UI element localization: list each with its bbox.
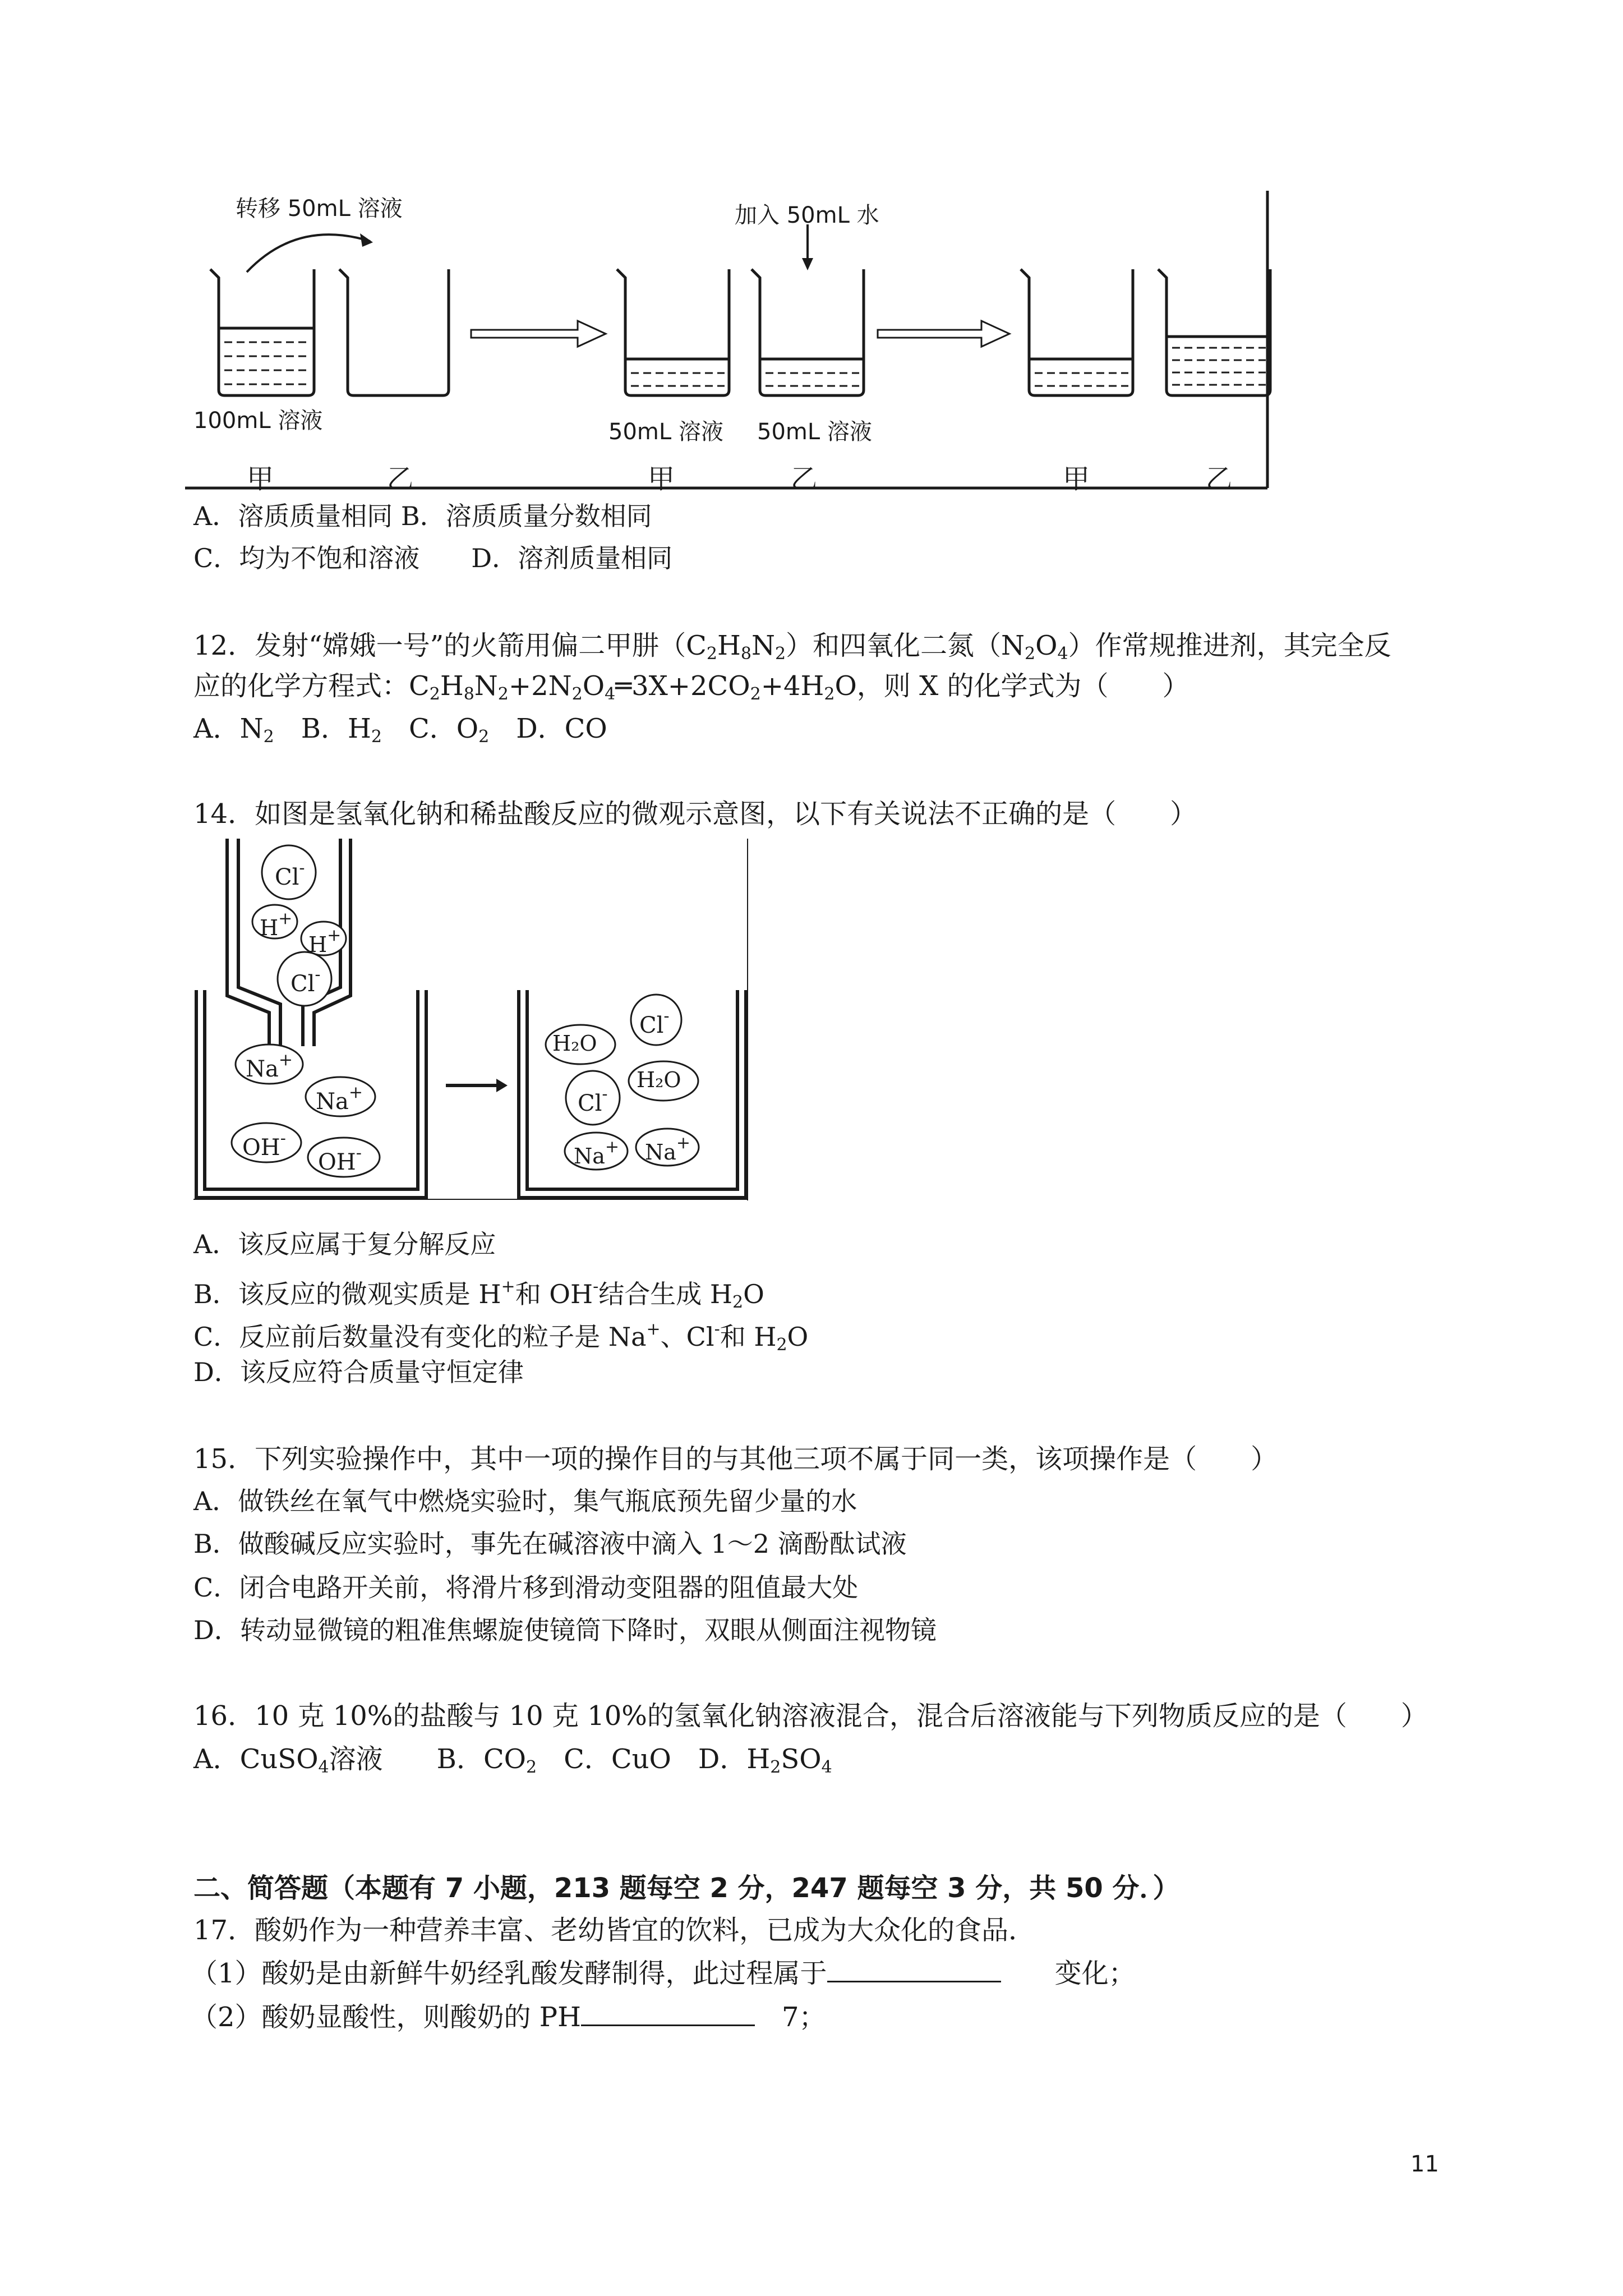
ion-label: H₂O [637,1068,681,1092]
q15-option-d: D．转动显微镜的粗准焦螺旋使镜筒下降时，双眼从侧面注视物镜 [193,1615,937,1645]
page-number: 11 [1410,2151,1439,2177]
add-water-label: 加入 50mL 水 [735,203,879,228]
beaker-name: 乙 [387,463,414,495]
beaker-label-50ml-b: 50mL 溶液 [757,419,872,445]
q17-part2: （2）酸奶显酸性，则酸奶的 PH 7； [191,2000,826,2035]
answer-blank[interactable] [827,1956,1001,1982]
q16-options: A．CuSO$_4$溶液 B．$CO_2$ C．CuO D．$H_2SO_4$ [193,1743,832,1777]
ion-label: OH- [242,1129,286,1161]
ion-label: Cl- [639,1006,670,1038]
beaker-label-100ml: 100mL 溶液 [193,408,323,434]
beaker-name: 乙 [791,463,818,495]
ion-label: Cl- [291,965,321,997]
ion-label: H+ [260,909,293,940]
beaker-name: 乙 [1206,463,1233,495]
ion-label: H+ [308,926,342,957]
answer-blank[interactable] [581,2000,755,2026]
ion-label: Na+ [645,1133,691,1165]
q15-option-a: A．做铁丝在氧气中燃烧实验时，集气瓶底预先留少量的水 [193,1486,857,1516]
ion-label: Na+ [574,1137,620,1168]
q16-stem: 16．10 克 10%的盐酸与 10 克 10%的氢氧化钠溶液混合，混合后溶液能与下列物质反应的是（ ） [193,1700,1428,1732]
ion-label: Na+ [246,1050,293,1082]
q12-stem-line2: 应的化学方程式：$C_2H_8N_2+2N_2O_4═3X+2CO_2+4H_2O$，则 X 的化学式为（ ） [193,670,1189,704]
q12-options: A．$N_2$ B．$H_2$ C．$O_2$ D．CO [193,713,607,747]
ion-label: Cl- [275,858,305,890]
q14-option-b: B．该反应的微观实质是 H+和 OH-结合生成 $H_2O$ [193,1277,764,1312]
q11-options-line1: A．溶质质量相同 B．溶质质量分数相同 [193,501,652,531]
q14-option-c: C．反应前后数量没有变化的粒子是 Na+、Cl-和 $H_2O$ [193,1319,809,1355]
q15-option-c: C．闭合电路开关前，将滑片移到滑动变阻器的阻值最大处 [193,1572,859,1603]
ion-label: H₂O [552,1031,597,1056]
ion-label: Na+ [316,1083,363,1115]
q17-part1: （1）酸奶是由新鲜牛奶经乳酸发酵制得，此过程属于 变化； [191,1956,1136,1991]
beaker-name: 甲 [648,463,675,495]
q14-stem: 14．如图是氢氧化钠和稀盐酸反应的微观示意图，以下有关说法不正确的是（ ） [193,798,1197,830]
q14-option-d: D．该反应符合质量守恒定律 [193,1357,524,1387]
q11-options-line2: C．均为不饱和溶液 D．溶剂质量相同 [193,543,673,573]
q17-stem: 17．酸奶作为一种营养丰富、老幼皆宜的饮料，已成为大众化的食品． [193,1915,1036,1946]
beaker-label-50ml-a: 50mL 溶液 [608,419,723,445]
q15-option-b: B．做酸碱反应实验时，事先在碱溶液中滴入 1～2 滴酚酞试液 [193,1529,907,1559]
beaker-name: 甲 [1063,463,1090,495]
q12-stem-line1: 12．发射“嫦娥一号”的火箭用偏二甲肼$(C_2H_8N_2)$和四氧化二氮$(N_2O_4)$作常规推进剂，其完全反 [193,630,1391,664]
ion-label: OH- [318,1143,362,1175]
transfer-label: 转移 50mL 溶液 [236,196,403,222]
section-heading: 二、简答题（本题有 7 小题，213 题每空 2 分，247 题每空 3 分，共 50 分．） [193,1872,1180,1904]
q15-stem: 15．下列实验操作中，其中一项的操作目的与其他三项不属于同一类，该项操作是（ ） [193,1443,1278,1475]
q14-option-a: A．该反应属于复分解反应 [193,1229,496,1259]
ion-label: Cl- [578,1084,608,1116]
beaker-name: 甲 [247,463,274,495]
